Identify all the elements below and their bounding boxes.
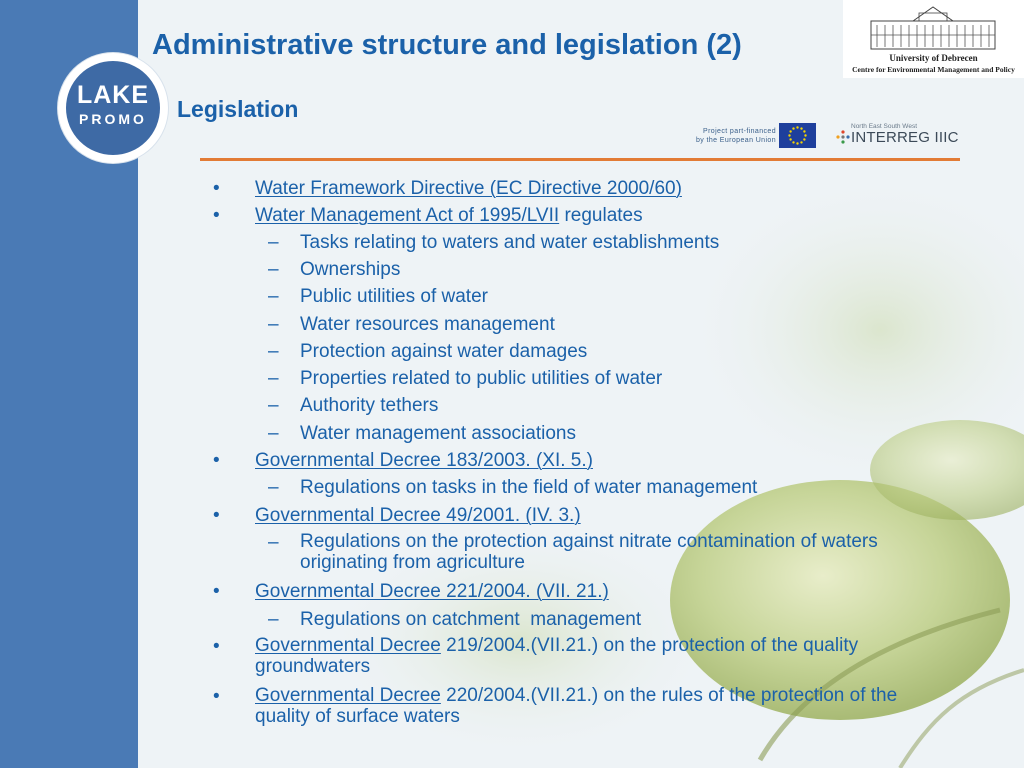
interreg-region-text: North East South West: [851, 123, 917, 130]
interreg-dots-icon: [836, 130, 850, 144]
bullet-icon: •: [213, 636, 220, 657]
gd221-link[interactable]: Governmental Decree 221/2004. (VII. 21.): [255, 581, 609, 602]
gd219-rest: 219/2004.(VII.21.) on the protection of the quality groundwaters: [255, 635, 859, 677]
logo-line2: PROMO: [79, 111, 147, 127]
eu-funding-text: [676, 127, 776, 145]
bullet-icon: •: [213, 686, 220, 707]
sub-item: Regulations on tasks in the field of water management: [300, 477, 758, 498]
dash-icon: –: [268, 609, 279, 630]
gd220-link[interactable]: Governmental Decree: [255, 685, 441, 706]
dash-icon: –: [268, 532, 279, 553]
wfd-link[interactable]: Water Framework Directive (EC Directive 2000/60): [255, 178, 682, 199]
eu-flag-icon: [779, 123, 816, 148]
dash-icon: –: [268, 368, 279, 389]
list-item[interactable]: [255, 449, 935, 473]
university-centre: Centre for Environmental Management and Policy: [852, 65, 1015, 74]
wma-rest: regulates: [559, 205, 643, 226]
university-name: University of Debrecen: [889, 53, 978, 63]
interreg-logo-text: INTERREG IIIC: [851, 129, 959, 146]
dash-icon: –: [268, 477, 279, 498]
dash-icon: –: [268, 395, 279, 416]
list-item[interactable]: [255, 580, 935, 604]
lake-promo-logo: [58, 53, 168, 163]
university-building-icon: [867, 3, 999, 53]
logo-line1: LAKE: [76, 81, 150, 109]
sub-item: Protection against water damages: [300, 341, 588, 362]
sub-item: Regulations on the protection against nitrate contamination of waters originating from agriculture: [300, 531, 878, 573]
sub-item: Ownerships: [300, 259, 401, 280]
gd220-rest: 220/2004.(VII.21.) on the rules of the protection of the quality of surface waters: [255, 685, 898, 727]
bullet-icon: •: [213, 505, 220, 526]
section-subtitle: Legislation: [177, 96, 299, 122]
university-logo: [843, 0, 1024, 78]
sub-item: Properties related to public utilities of water: [300, 368, 663, 389]
dash-icon: –: [268, 232, 279, 253]
gd183-link[interactable]: Governmental Decree 183/2003. (XI. 5.): [255, 450, 593, 471]
list-item: [255, 685, 915, 727]
wma-link[interactable]: Water Management Act of 1995/LVII: [255, 205, 560, 226]
list-item: [255, 204, 935, 228]
dash-icon: –: [268, 314, 279, 335]
bullet-icon: •: [213, 205, 220, 226]
sub-item: Water resources management: [300, 314, 555, 335]
bullet-icon: •: [213, 581, 220, 602]
dash-icon: –: [268, 423, 279, 444]
sub-item: Public utilities of water: [300, 286, 488, 307]
sub-item: Water management associations: [300, 423, 576, 444]
orange-divider: [200, 158, 960, 161]
sub-item: Authority tethers: [300, 395, 439, 416]
list-item[interactable]: [255, 504, 935, 528]
gd219-link[interactable]: Governmental Decree: [255, 635, 441, 656]
dash-icon: –: [268, 259, 279, 280]
sub-item: Regulations on catchment management: [300, 609, 642, 630]
dash-icon: –: [268, 286, 279, 307]
bullet-icon: •: [213, 450, 220, 471]
dash-icon: –: [268, 341, 279, 362]
eu-text-line2: by the European Union: [695, 137, 776, 144]
gd49-link[interactable]: Governmental Decree 49/2001. (IV. 3.): [255, 505, 581, 526]
page-title: Administrative structure and legislation (2): [152, 29, 742, 61]
list-item[interactable]: [255, 177, 935, 201]
bullet-icon: •: [213, 178, 220, 199]
eu-text-line1: Project part-financed: [703, 128, 776, 135]
sub-item: Tasks relating to waters and water establishments: [300, 232, 720, 253]
list-item: [255, 635, 915, 677]
